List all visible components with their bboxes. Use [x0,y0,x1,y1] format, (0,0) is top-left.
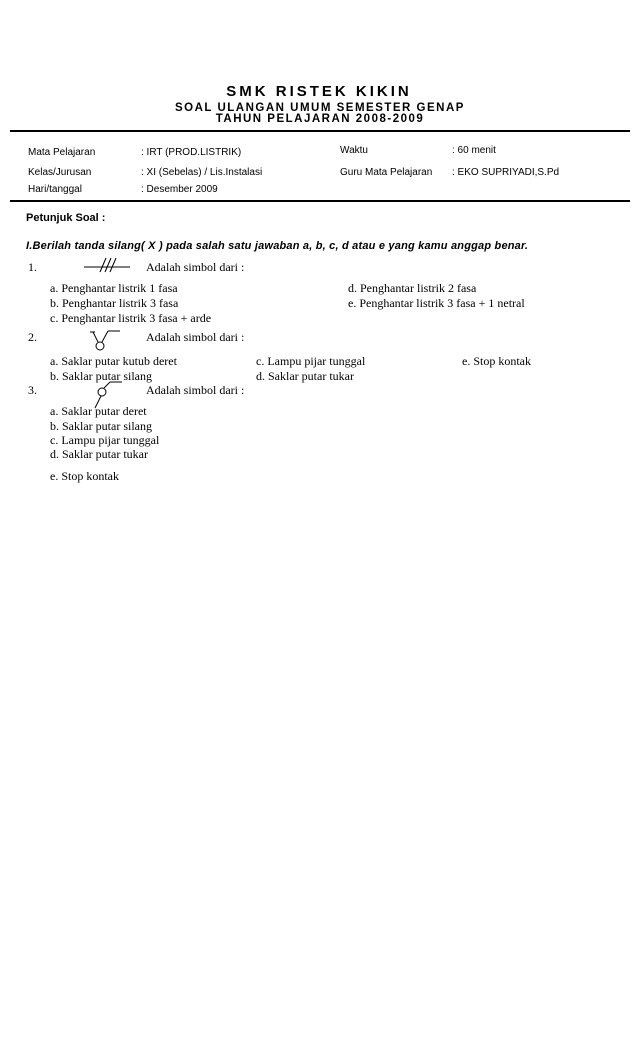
question-2-option-a: a. Saklar putar kutub deret [50,354,177,368]
exam-title: SOAL ULANGAN UMUM SEMESTER GENAP [175,102,465,114]
question-2-option-c: c. Lampu pijar tunggal [256,354,366,368]
question-3-number: 3. [28,383,37,397]
question-1-prompt: Adalah simbol dari : [146,260,245,274]
switch-icon [90,328,126,352]
instructions-heading: Petunjuk Soal : [26,212,106,224]
question-3-prompt: Adalah simbol dari : [146,383,245,397]
class-label: Kelas/Jurusan [28,167,92,178]
question-2-option-e: e. Stop kontak [462,354,531,368]
question-2-option-b: b. Saklar putar silang [50,369,152,383]
instructions-text: I.Berilah tanda silang( X ) pada salah satu jawaban a, b, c, d atau e yang kamu anggap benar. [26,240,529,252]
header-bottom-rule [10,200,630,202]
date-label: Hari/tanggal [28,184,82,195]
subject-label: Mata Pelajaran [28,147,96,158]
date-value: : Desember 2009 [141,184,218,195]
question-3-option-b: b. Saklar putar silang [50,419,152,433]
question-1-option-b: b. Penghantar listrik 3 fasa [50,296,179,310]
teacher-label: Guru Mata Pelajaran [340,167,433,178]
question-1-option-d: d. Penghantar listrik 2 fasa [348,281,477,295]
three-line-conductor-icon [84,257,132,273]
question-3-option-d: d. Saklar putar tukar [50,447,148,461]
question-1-option-e: e. Penghantar listrik 3 fasa + 1 netral [348,296,525,310]
question-2-prompt: Adalah simbol dari : [146,330,245,344]
question-3-option-c: c. Lampu pijar tunggal [50,433,160,447]
question-2-option-d: d. Saklar putar tukar [256,369,354,383]
class-value: : XI (Sebelas) / Lis.Instalasi [141,167,263,178]
question-3-option-e: e. Stop kontak [50,469,119,483]
header-top-rule [10,130,630,132]
question-3-option-a: a. Saklar putar deret [50,404,147,418]
question-1-number: 1. [28,260,37,274]
school-name: SMK RISTEK KIKIN [226,83,412,100]
question-2-number: 2. [28,330,37,344]
time-value: : 60 menit [452,145,496,156]
question-1-option-c: c. Penghantar listrik 3 fasa + arde [50,311,212,325]
academic-year: TAHUN PELAJARAN 2008-2009 [215,113,425,125]
subject-value: : IRT (PROD.LISTRIK) [141,147,242,158]
teacher-value: : EKO SUPRIYADI,S.Pd [452,167,560,178]
question-1-option-a: a. Penghantar listrik 1 fasa [50,281,178,295]
time-label: Waktu [340,145,368,156]
